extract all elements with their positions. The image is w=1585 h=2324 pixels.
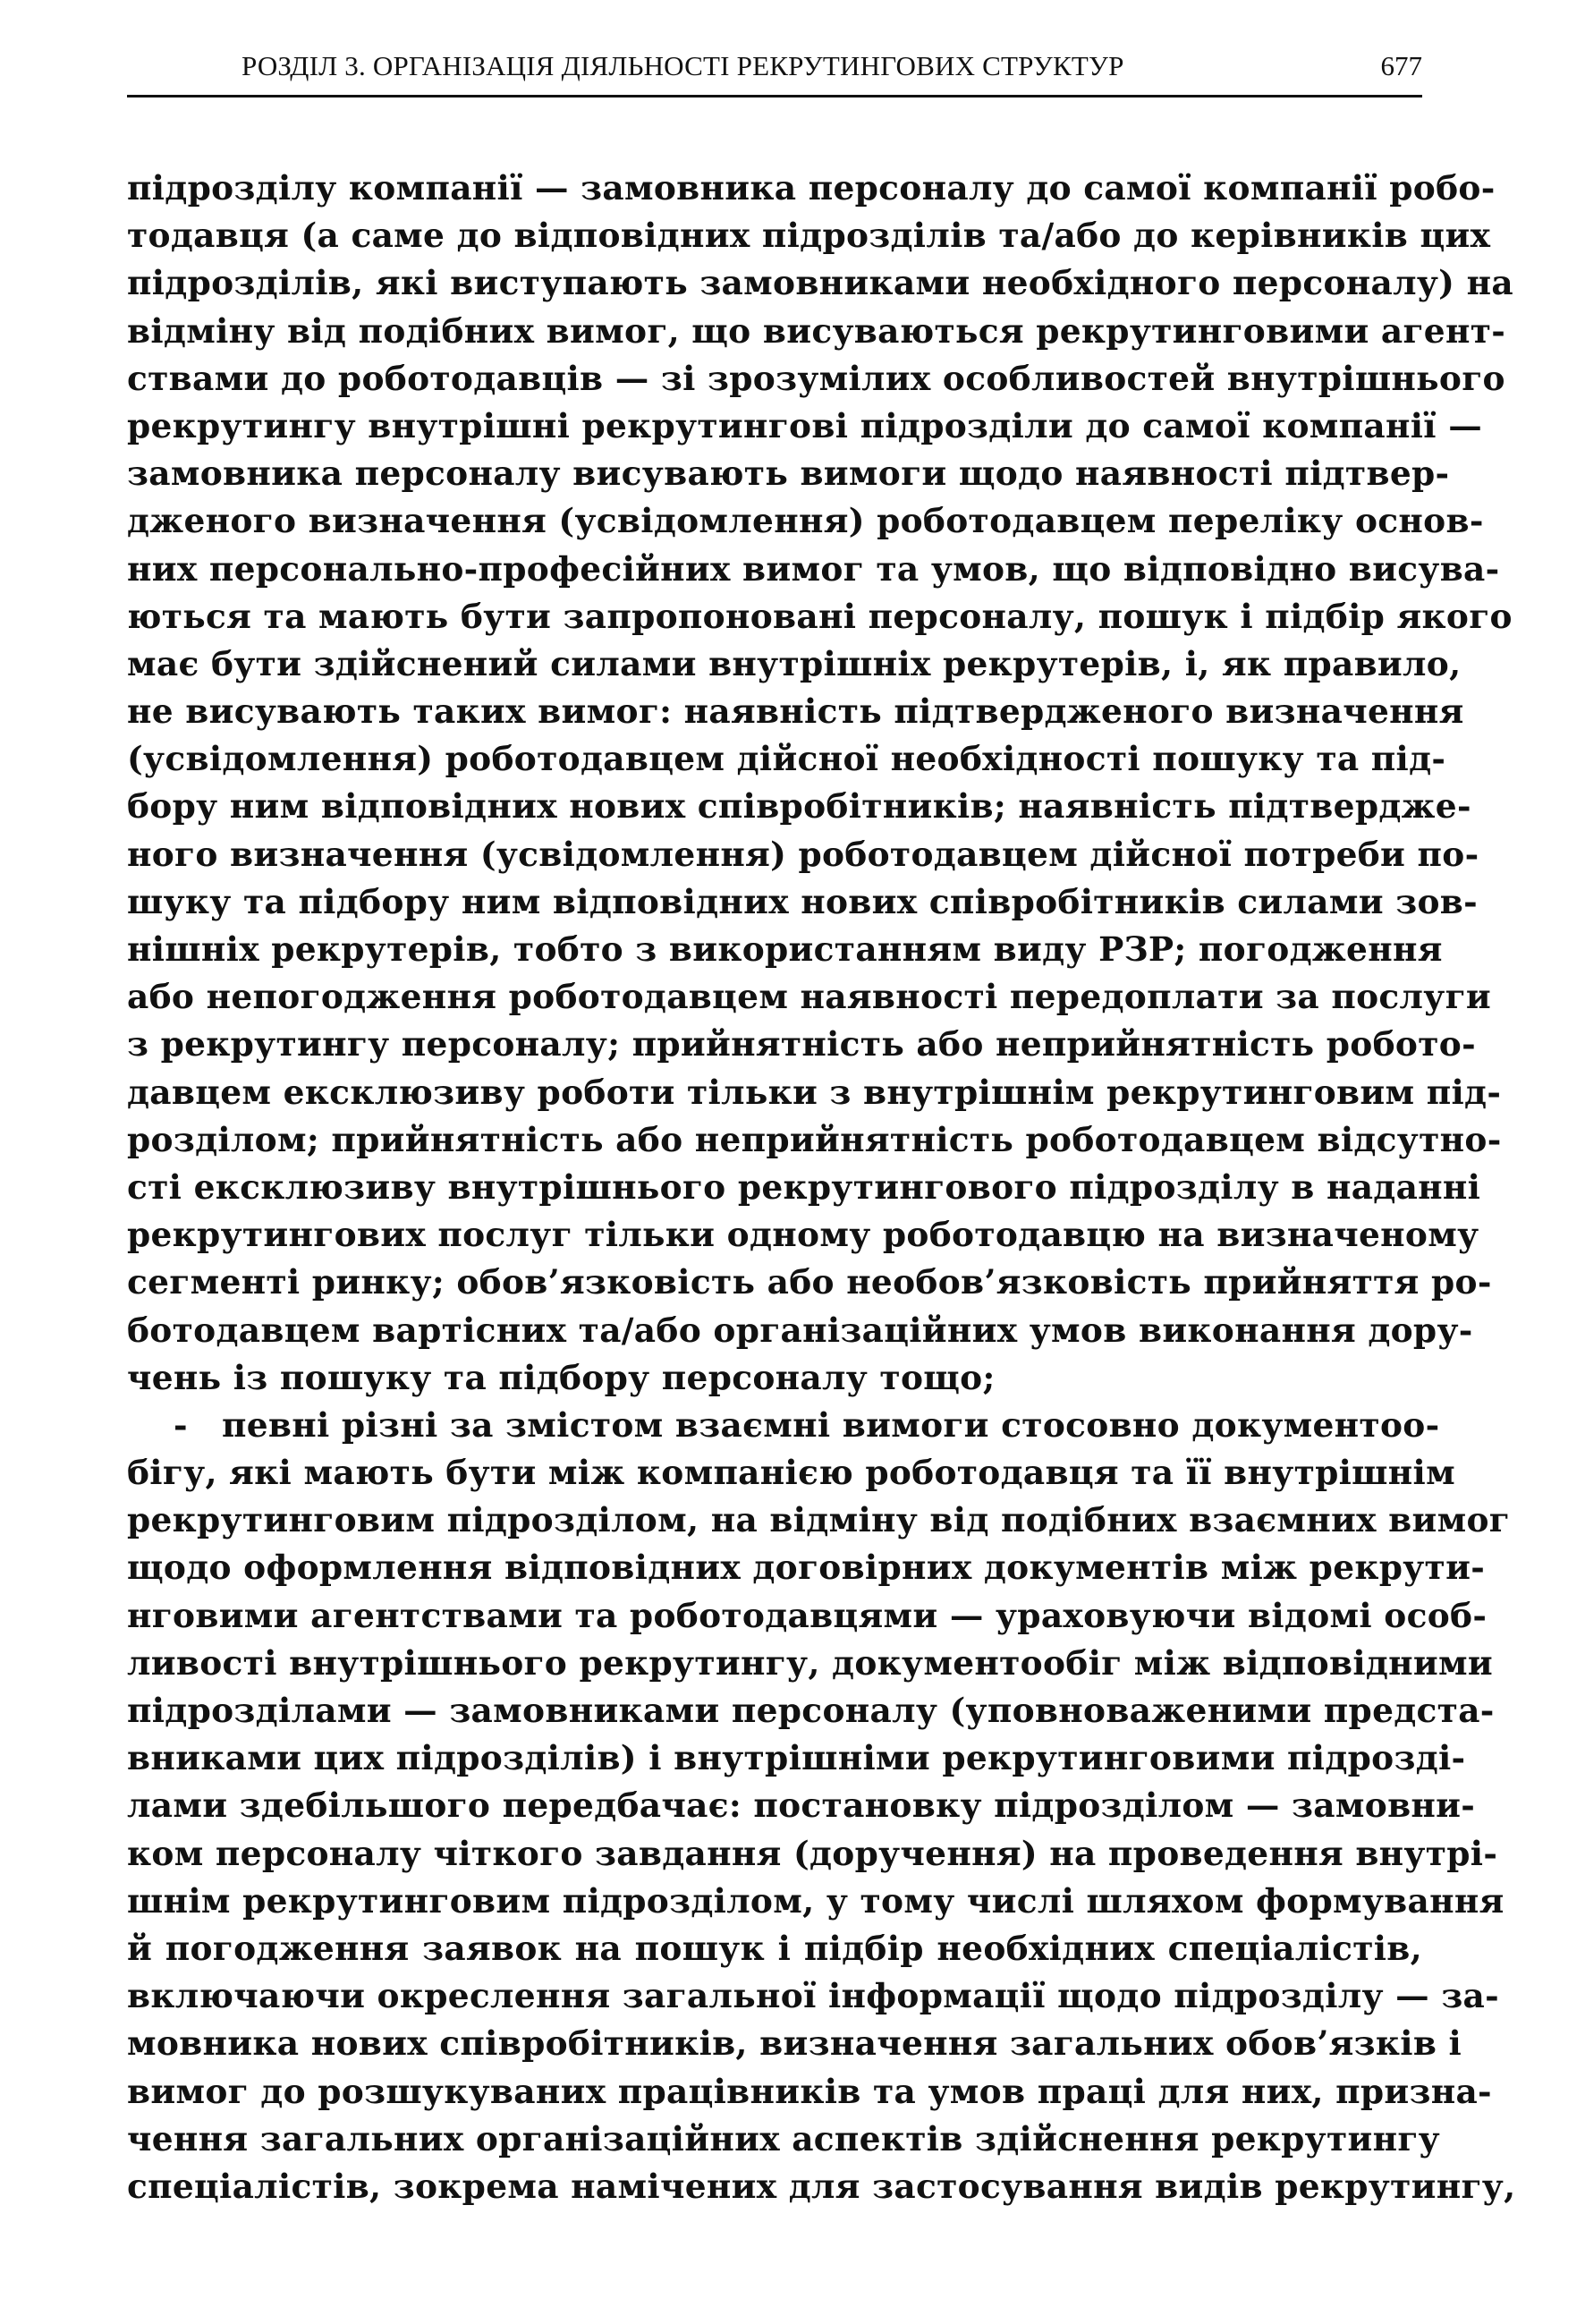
text-line: них персонально-професійних вимог та умов, що відповідно висува- xyxy=(127,548,1500,589)
text-line: не висувають таких вимог: наявність підтвердженого визначення xyxy=(127,691,1464,732)
text-line: тодавця (а саме до відповідних підрозділів та/або до керівників цих xyxy=(127,216,1491,256)
running-head: РОЗДІЛ 3. ОРГАНІЗАЦІЯ ДІЯЛЬНОСТІ РЕКРУТИНГОВИХ СТРУКТУР xyxy=(242,50,1124,81)
text-line: з рекрутингу персоналу; прийнятність або неприйнятність роботo- xyxy=(127,1024,1476,1064)
text-line: бору ним відповідних нових співробітників; наявність підтвердже- xyxy=(127,786,1471,827)
text-line: ного визначення (усвідомлення) роботодавцем дійсної потреби по- xyxy=(127,834,1479,874)
text-line: дженого визначення (усвідомлення) роботодавцем переліку основ- xyxy=(127,501,1484,541)
text-line: лами здебільшого передбачає: постановку підрозділом — замовни- xyxy=(127,1785,1476,1826)
body-text xyxy=(127,165,1516,2210)
text-line: шуку та підбору ним відповідних нових співробітників силами зов- xyxy=(127,881,1478,921)
text-line: вниками цих підрозділів) і внутрішніми рекрутинговими підрозді- xyxy=(127,1738,1466,1778)
text-line: підрозділу компанії — замовника персоналу до самої компанії робо- xyxy=(127,168,1496,208)
text-line: ботодавцем вартісних та/або організаційних умов виконання дору- xyxy=(127,1310,1473,1350)
text-line: або непогодження роботодавцем наявності передоплати за послуги xyxy=(127,977,1491,1017)
text-line: відміну від подібних вимог, що висуваються рекрутинговими агент- xyxy=(127,310,1506,351)
text-line: має бути здійснений силами внутрішніх рекрутерів, і, як правило, xyxy=(127,643,1462,683)
text-line: мовника нових співробітників, визначення загальних обов’язків і xyxy=(127,2023,1462,2064)
text-line: бігу, які мають бути між компанією роботодавця та її внутрішнім xyxy=(127,1453,1455,1493)
text-line: давцем ексклюзиву роботи тільки з внутрішнім рекрутинговим під- xyxy=(127,1072,1502,1112)
text-line: нішніх рекрутерів, тобто з використанням виду РЗР; погодження xyxy=(127,929,1443,969)
text-line: вимог до розшукуваних працівників та умов праці для них, призна- xyxy=(127,2071,1492,2111)
text-line: (усвідомлення) роботодавцем дійсної необхідності пошуку та під- xyxy=(127,739,1446,779)
text-line: певні різні за змістом взаємні вимоги стосовно документоо- xyxy=(222,1404,1440,1445)
text-line: спеціалістів, зокрема намічених для застосування видів рекрутингу, xyxy=(127,2166,1516,2206)
page-header xyxy=(127,47,1422,98)
text-line: й погодження заявок на пошук і підбір необхідних спеціалістів, xyxy=(127,1928,1422,1968)
text-line: сті ексклюзиву внутрішнього рекрутингового підрозділу в наданні xyxy=(127,1166,1481,1207)
text-line: замовника персоналу висувають вимоги щодо наявності підтвер- xyxy=(127,454,1450,494)
text-line: ком персоналу чіткого завдання (доручення) на проведення внутрі- xyxy=(127,1833,1498,1873)
text-line: ються та мають бути запропоновані персоналу, пошук і підбір якого xyxy=(127,596,1513,636)
text-line: чень із пошуку та підбору персоналу тощо; xyxy=(127,1357,996,1397)
text-line: рекрутингу внутрішні рекрутингові підрозділи до самої компанії — xyxy=(127,405,1483,445)
text-line: нговими агентствами та роботодавцями — ураховуючи відомі особ- xyxy=(127,1595,1488,1635)
list-item xyxy=(127,1402,1516,2210)
text-line: рекрутинговим підрозділом, на відміну від подібних взаємних вимог xyxy=(127,1500,1511,1540)
paragraph xyxy=(127,165,1513,1402)
text-line: сегменті ринку; обов’язковість або необов’язковість прийняття ро- xyxy=(127,1262,1492,1302)
bullet-marker: - xyxy=(174,1404,188,1445)
text-line: шнім рекрутинговим підрозділом, у тому числі шляхом формування xyxy=(127,1880,1504,1921)
text-line: включаючи окреслення загальної інформації щодо підрозділу — за- xyxy=(127,1976,1500,2016)
page-number: 677 xyxy=(1380,50,1422,81)
text-line: підрозділами — замовниками персоналу (уповноваженими предста- xyxy=(127,1691,1495,1730)
text-line: ливості внутрішнього рекрутингу, документообіг між відповідними xyxy=(127,1642,1494,1683)
bullet-line xyxy=(127,1402,1440,1449)
text-line: розділом; прийнятність або неприйнятність роботодавцем відсутно- xyxy=(127,1119,1502,1159)
text-line: чення загальних організаційних аспектів здійснення рекрутингу xyxy=(127,2118,1440,2159)
text-line: щодо оформлення відповідних договірних документів між рекрути- xyxy=(127,1548,1486,1588)
text-line: рекрутингових послуг тільки одному роботодавцю на визначеному xyxy=(127,1215,1479,1255)
text-line: ствами до роботодавців — зі зрозумілих особливостей внутрішнього xyxy=(127,358,1505,398)
text-line: підрозділів, які виступають замовниками необхідного персоналу) на xyxy=(127,263,1513,303)
